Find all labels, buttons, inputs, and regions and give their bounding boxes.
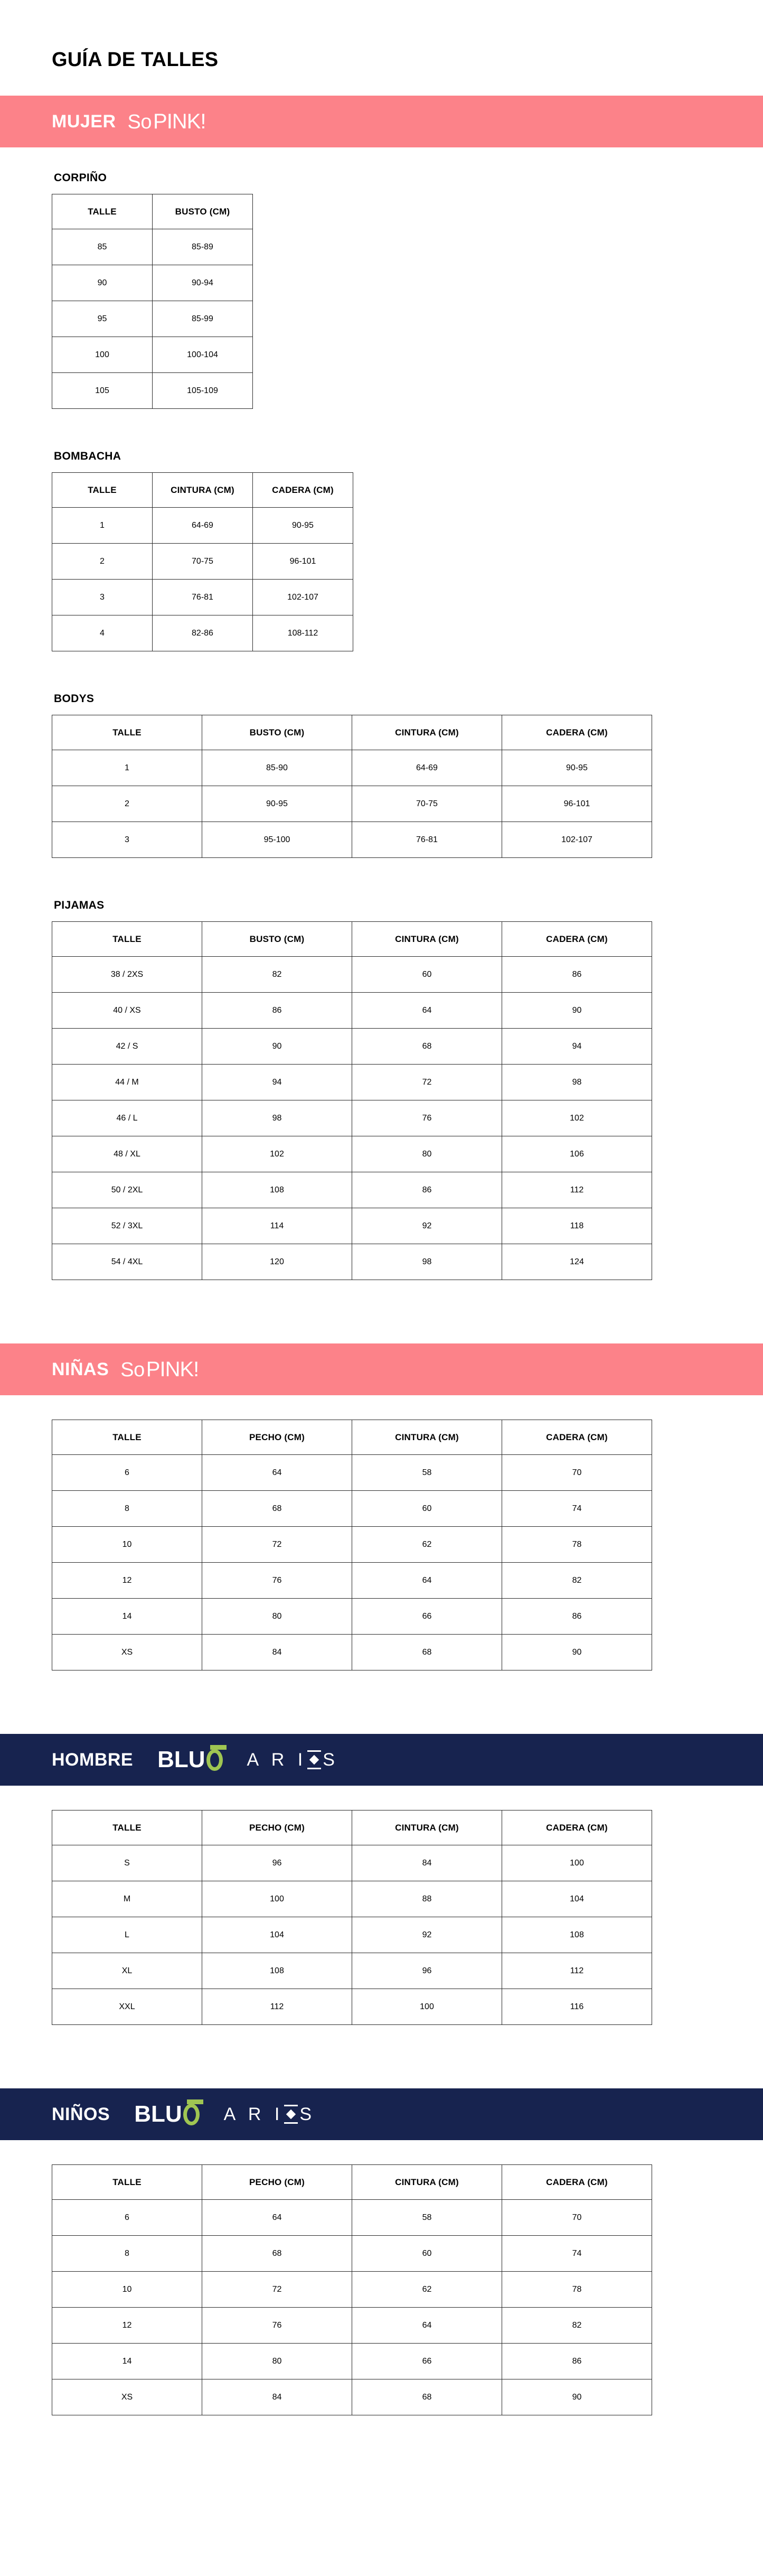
size-table-mujer-corpi-o [52,194,253,409]
column-header: CINTURA (CM) [352,1420,502,1455]
arias-logo-a-icon [307,1750,321,1769]
bluo-logo [134,2103,199,2126]
table-cell-measure: 82 [502,1563,652,1599]
table-cell-measure: 104 [202,1917,352,1953]
table-cell-measure: 72 [352,1065,502,1100]
table-cell-measure: 94 [202,1065,352,1100]
table-cell-measure: 64-69 [153,508,253,544]
table-cell-measure: 86 [502,1599,652,1635]
column-header: CINTURA (CM) [352,715,502,750]
table-cell-talle: 40 / XS [52,993,202,1029]
table-cell-talle: XL [52,1953,202,1989]
table-row [52,373,253,409]
table-cell-measure: 62 [352,1527,502,1563]
column-header: TALLE [52,194,153,229]
arias-logo-left: A R I [223,2104,284,2124]
table-cell-measure: 84 [202,1635,352,1670]
table-cell-talle: 42 / S [52,1029,202,1065]
table-cell-talle: XS [52,2379,202,2415]
table-cell-talle: 3 [52,580,153,615]
table-row [52,786,652,822]
table-cell-talle: 14 [52,1599,202,1635]
table-cell-measure: 98 [352,1244,502,1280]
table-header-row [52,1420,652,1455]
table-cell-measure: 100 [202,1881,352,1917]
table-row [52,301,253,337]
table-row [52,2200,652,2236]
table-cell-measure: 102 [502,1100,652,1136]
table-header-row [52,473,353,508]
table-cell-measure: 78 [502,2272,652,2308]
table-cell-measure: 96-101 [253,544,353,580]
sopink-logo [120,1358,199,1382]
table-row [52,822,652,858]
table-cell-talle: 85 [52,229,153,265]
page-bottom-spacer [0,2479,763,2558]
table-cell-measure: 70 [502,1455,652,1491]
table-cell-talle: M [52,1881,202,1917]
table-row [52,1172,652,1208]
table-row [52,1917,652,1953]
brand-logos [134,2103,316,2126]
spacer [52,147,763,172]
size-guide-sections [0,96,763,2479]
table-cell-measure: 70 [502,2200,652,2236]
table-header-row [52,715,652,750]
bluo-logo-o-icon [183,2104,200,2125]
arias-a-bottom-bar [307,1768,321,1769]
table-cell-measure: 76 [202,1563,352,1599]
group-title-bodys: BODYS [54,693,95,705]
spacer [52,1395,763,1420]
table-cell-measure: 92 [352,1208,502,1244]
table-cell-measure: 92 [352,1917,502,1953]
column-header: TALLE [52,2165,202,2200]
table-cell-measure: 60 [352,957,502,993]
sopink-logo-so: So [120,1358,145,1381]
table-cell-talle: 6 [52,1455,202,1491]
section-mujer [0,96,763,1343]
table-row [52,1845,652,1881]
arias-logo-a-icon [284,2105,298,2124]
table-cell-measure: 58 [352,1455,502,1491]
arias-a-top-bar [307,1750,321,1752]
table-cell-measure: 68 [352,2379,502,2415]
section-banner-hombre [0,1734,763,1786]
table-row [52,1208,652,1244]
table-cell-measure: 62 [352,2272,502,2308]
table-cell-talle: 8 [52,2236,202,2272]
table-header-row [52,1810,652,1845]
table-cell-talle: 48 / XL [52,1136,202,1172]
table-header-row [52,194,253,229]
sopink-logo-pink: PINK! [153,109,206,133]
page-title: GUÍA DE TALLES [52,49,219,71]
table-cell-measure: 86 [502,2344,652,2379]
arias-a-top-bar [284,2105,298,2106]
arias-a-diamond-icon [309,1755,319,1765]
column-header: BUSTO (CM) [202,922,352,957]
table-cell-measure: 112 [502,1172,652,1208]
table-cell-talle: 52 / 3XL [52,1208,202,1244]
section-ninos [0,2088,763,2479]
table-cell-measure: 124 [502,1244,652,1280]
column-header: BUSTO (CM) [153,194,253,229]
table-row [52,1065,652,1100]
table-cell-talle: 10 [52,1527,202,1563]
table-row [52,265,253,301]
table-cell-measure: 120 [202,1244,352,1280]
table-row [52,750,652,786]
table-cell-measure: 60 [352,1491,502,1527]
table-row [52,1989,652,2025]
table-cell-measure: 98 [502,1065,652,1100]
arias-logo [247,1750,339,1769]
table-cell-measure: 86 [202,993,352,1029]
sopink-logo-so: So [127,110,152,133]
section-body-mujer [0,147,763,1343]
section-banner-label-hombre: HOMBRE [52,1749,134,1770]
table-cell-talle: 95 [52,301,153,337]
table-row [52,2344,652,2379]
table-row [52,1136,652,1172]
section-banner-ninas [0,1343,763,1395]
table-cell-talle: 46 / L [52,1100,202,1136]
group-title-pijamas: PIJAMAS [54,899,105,911]
table-cell-measure: 105-109 [153,373,253,409]
column-header: PECHO (CM) [202,1420,352,1455]
table-cell-measure: 74 [502,1491,652,1527]
table-cell-measure: 108 [202,1172,352,1208]
column-header: CINTURA (CM) [153,473,253,508]
table-row [52,1491,652,1527]
table-cell-measure: 72 [202,1527,352,1563]
table-cell-measure: 76-81 [352,822,502,858]
column-header: PECHO (CM) [202,2165,352,2200]
table-cell-measure: 68 [202,2236,352,2272]
table-row [52,615,353,651]
section-banner-label-ninas: NIÑAS [52,1359,109,1379]
section-banner-ninos [0,2088,763,2140]
table-cell-talle: 2 [52,544,153,580]
table-cell-measure: 64 [352,2308,502,2344]
table-cell-measure: 106 [502,1136,652,1172]
table-cell-measure: 66 [352,1599,502,1635]
spacer [52,409,763,450]
table-cell-measure: 85-89 [153,229,253,265]
table-row [52,1953,652,1989]
column-header: CINTURA (CM) [352,922,502,957]
table-row [52,1244,652,1280]
table-cell-measure: 58 [352,2200,502,2236]
table-cell-talle: 54 / 4XL [52,1244,202,1280]
table-row [52,993,652,1029]
table-cell-measure: 80 [202,2344,352,2379]
column-header: CADERA (CM) [253,473,353,508]
bluo-logo-text: BLU [134,2101,182,2127]
table-cell-talle: 14 [52,2344,202,2379]
table-cell-measure: 86 [352,1172,502,1208]
table-cell-measure: 85-99 [153,301,253,337]
table-row [52,1029,652,1065]
table-row [52,2272,652,2308]
spacer [52,2415,763,2479]
table-row [52,2379,652,2415]
table-cell-measure: 72 [202,2272,352,2308]
table-row [52,508,353,544]
column-header: CINTURA (CM) [352,1810,502,1845]
table-row [52,2308,652,2344]
table-row [52,1635,652,1670]
table-cell-talle: 6 [52,2200,202,2236]
section-body-hombre [0,1786,763,2088]
table-cell-measure: 80 [202,1599,352,1635]
column-header: CADERA (CM) [502,1810,652,1845]
column-header: BUSTO (CM) [202,715,352,750]
group-title-bombacha: BOMBACHA [54,450,121,462]
column-header: CADERA (CM) [502,922,652,957]
column-header: CINTURA (CM) [352,2165,502,2200]
table-cell-measure: 116 [502,1989,652,2025]
table-row [52,1455,652,1491]
table-cell-measure: 76 [202,2308,352,2344]
table-row [52,1599,652,1635]
table-cell-measure: 76 [352,1100,502,1136]
column-header: TALLE [52,473,153,508]
table-cell-talle: 8 [52,1491,202,1527]
table-cell-measure: 64 [352,993,502,1029]
table-cell-measure: 96 [352,1953,502,1989]
table-cell-measure: 86 [502,957,652,993]
table-cell-talle: S [52,1845,202,1881]
table-cell-measure: 60 [352,2236,502,2272]
column-header: CADERA (CM) [502,715,652,750]
table-cell-talle: XS [52,1635,202,1670]
arias-a-diamond-icon [286,2110,296,2119]
column-header: PECHO (CM) [202,1810,352,1845]
table-row [52,1527,652,1563]
section-banner-label-mujer: MUJER [52,111,116,132]
bluo-logo-o-icon [206,1749,223,1771]
table-cell-talle: 38 / 2XS [52,957,202,993]
spacer [52,858,763,899]
table-cell-measure: 90 [502,993,652,1029]
table-cell-measure: 94 [502,1029,652,1065]
table-cell-measure: 114 [202,1208,352,1244]
table-cell-talle: 105 [52,373,153,409]
table-cell-talle: 12 [52,2308,202,2344]
brand-logos [157,1748,339,1771]
size-table-ninos [52,2164,652,2415]
table-cell-measure: 90 [202,1029,352,1065]
table-cell-measure: 76-81 [153,580,253,615]
table-cell-measure: 108-112 [253,615,353,651]
spacer [52,1280,763,1343]
table-cell-talle: 4 [52,615,153,651]
table-cell-measure: 74 [502,2236,652,2272]
spacer [52,1786,763,1810]
column-header: TALLE [52,1420,202,1455]
arias-logo-right: S [323,1750,339,1770]
sopink-logo [128,110,206,134]
table-header-row [52,2165,652,2200]
table-cell-measure: 64 [202,2200,352,2236]
arias-logo-left: A R I [247,1750,307,1770]
section-hombre [0,1734,763,2088]
table-cell-measure: 112 [202,1989,352,2025]
table-cell-measure: 68 [352,1029,502,1065]
table-cell-measure: 90-94 [153,265,253,301]
table-cell-talle: 10 [52,2272,202,2308]
table-cell-measure: 108 [202,1953,352,1989]
table-row [52,544,353,580]
table-cell-talle: XXL [52,1989,202,2025]
table-cell-measure: 90-95 [202,786,352,822]
table-cell-measure: 88 [352,1881,502,1917]
spacer [52,2140,763,2164]
table-cell-talle: 12 [52,1563,202,1599]
section-banner-label-ninos: NIÑOS [52,2104,110,2124]
column-header: TALLE [52,1810,202,1845]
column-header: TALLE [52,922,202,957]
spacer [52,2025,763,2088]
size-table-hombre [52,1810,652,2025]
size-table-mujer-bodys [52,715,652,858]
table-cell-measure: 70-75 [153,544,253,580]
table-cell-measure: 102 [202,1136,352,1172]
table-cell-measure: 84 [352,1845,502,1881]
table-cell-measure: 90-95 [253,508,353,544]
table-header-row [52,922,652,957]
table-cell-measure: 98 [202,1100,352,1136]
table-row [52,2236,652,2272]
size-table-ninas [52,1420,652,1670]
bluo-logo-macron-icon [187,2099,203,2104]
table-cell-measure: 64 [202,1455,352,1491]
table-cell-measure: 85-90 [202,750,352,786]
table-cell-measure: 78 [502,1527,652,1563]
bluo-logo [157,1748,222,1771]
table-cell-talle: 90 [52,265,153,301]
column-header: CADERA (CM) [502,1420,652,1455]
table-cell-measure: 102-107 [502,822,652,858]
table-cell-measure: 90-95 [502,750,652,786]
arias-logo [224,2105,316,2124]
table-cell-measure: 96 [202,1845,352,1881]
table-cell-measure: 64 [352,1563,502,1599]
table-cell-talle: 44 / M [52,1065,202,1100]
table-cell-measure: 112 [502,1953,652,1989]
table-row [52,1881,652,1917]
table-cell-measure: 82 [202,957,352,993]
table-cell-measure: 66 [352,2344,502,2379]
spacer [0,71,763,96]
table-cell-talle: 1 [52,508,153,544]
table-row [52,957,652,993]
size-table-mujer-pijamas [52,921,652,1280]
table-cell-talle: 1 [52,750,202,786]
section-banner-mujer [0,96,763,147]
arias-a-bottom-bar [284,2122,298,2124]
table-row [52,229,253,265]
arias-logo-right: S [299,2104,316,2124]
column-header: TALLE [52,715,202,750]
table-cell-measure: 100 [502,1845,652,1881]
table-cell-measure: 95-100 [202,822,352,858]
group-title-corpi-o: CORPIÑO [54,172,107,184]
section-body-ninos [0,2140,763,2479]
table-row [52,580,353,615]
spacer [52,651,763,693]
table-row [52,337,253,373]
bluo-logo-text: BLU [157,1747,205,1772]
bluo-logo-macron-icon [210,1745,227,1750]
section-ninas [0,1343,763,1734]
table-cell-measure: 68 [202,1491,352,1527]
table-cell-measure: 96-101 [502,786,652,822]
size-table-mujer-bombacha [52,472,353,651]
table-cell-measure: 108 [502,1917,652,1953]
table-cell-talle: 50 / 2XL [52,1172,202,1208]
table-cell-talle: L [52,1917,202,1953]
table-cell-measure: 64-69 [352,750,502,786]
table-cell-measure: 90 [502,2379,652,2415]
table-cell-talle: 100 [52,337,153,373]
table-cell-measure: 82-86 [153,615,253,651]
table-cell-measure: 90 [502,1635,652,1670]
table-cell-talle: 2 [52,786,202,822]
table-row [52,1100,652,1136]
table-cell-measure: 70-75 [352,786,502,822]
table-cell-measure: 68 [352,1635,502,1670]
table-cell-measure: 84 [202,2379,352,2415]
table-cell-measure: 102-107 [253,580,353,615]
spacer [52,1670,763,1734]
sopink-logo-pink: PINK! [146,1357,199,1381]
table-cell-measure: 118 [502,1208,652,1244]
column-header: CADERA (CM) [502,2165,652,2200]
table-cell-talle: 3 [52,822,202,858]
table-cell-measure: 100 [352,1989,502,2025]
section-body-ninas [0,1395,763,1734]
table-cell-measure: 100-104 [153,337,253,373]
table-cell-measure: 104 [502,1881,652,1917]
table-row [52,1563,652,1599]
table-cell-measure: 82 [502,2308,652,2344]
table-cell-measure: 80 [352,1136,502,1172]
